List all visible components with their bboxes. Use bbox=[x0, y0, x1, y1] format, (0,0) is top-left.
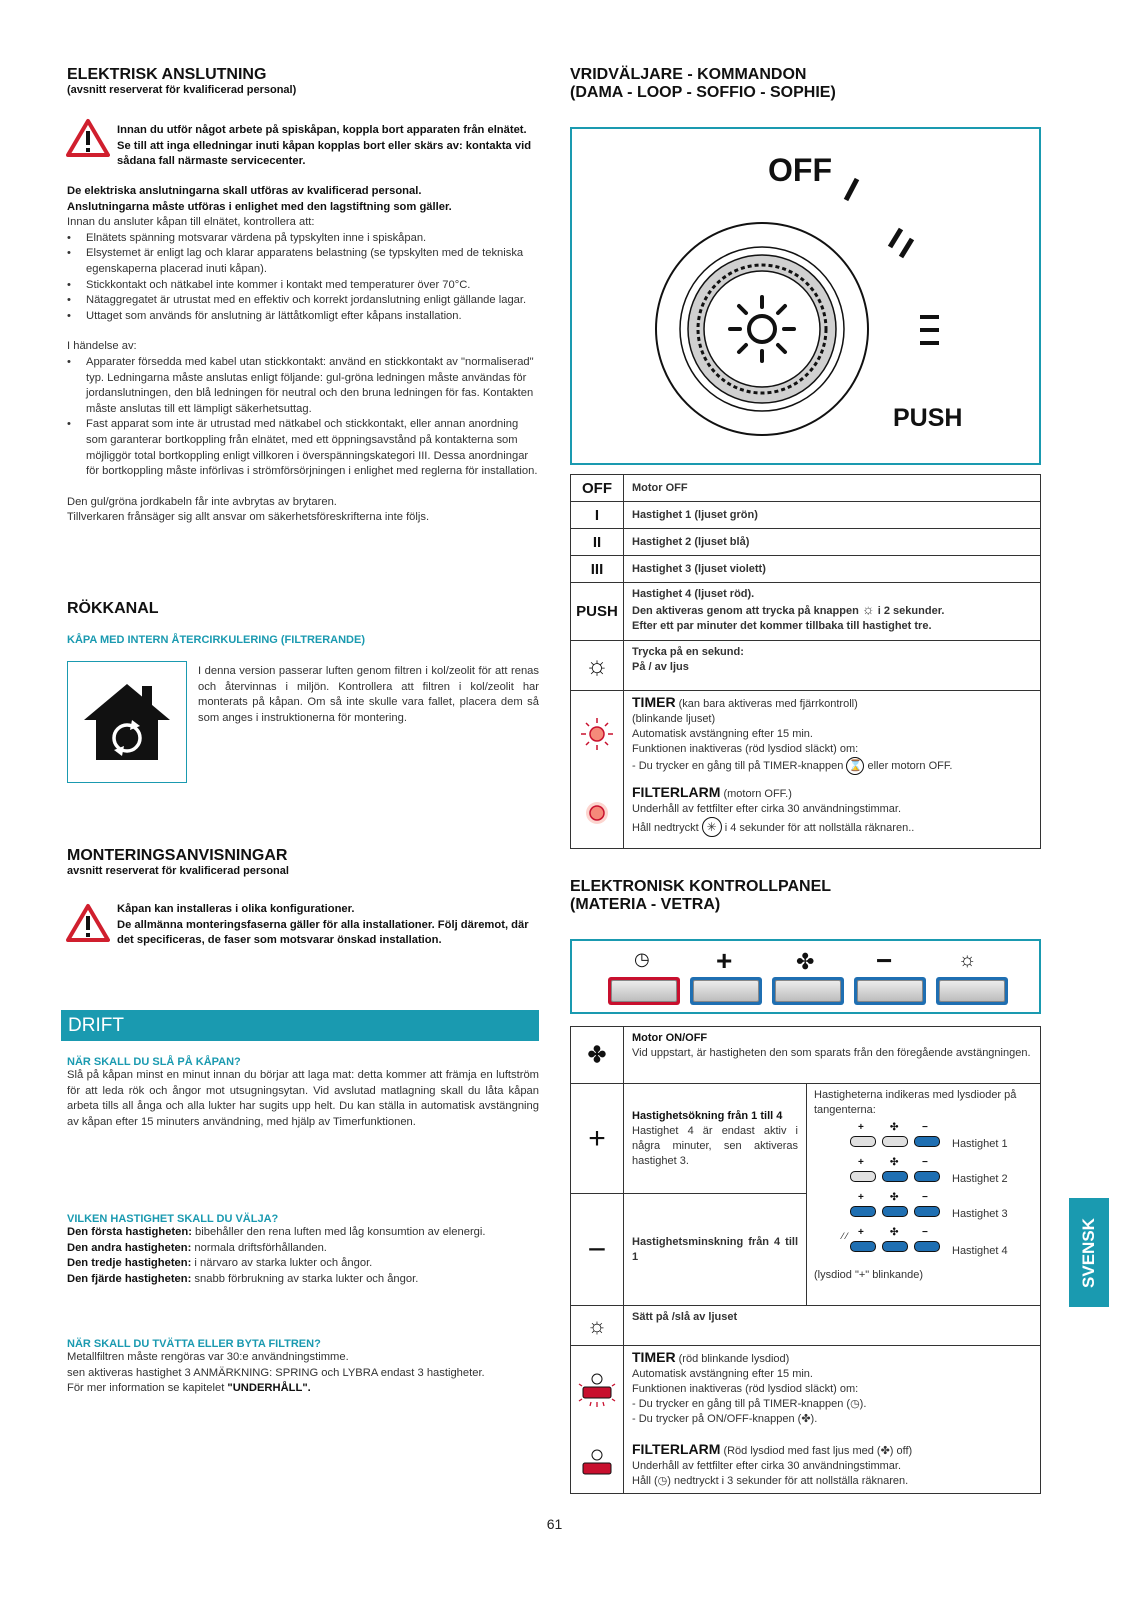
timer-key[interactable] bbox=[608, 977, 680, 1005]
rotary-knob-figure bbox=[570, 127, 1041, 465]
led-key bbox=[882, 1136, 908, 1147]
filter-title: FILTERLARM bbox=[632, 783, 721, 800]
table-row bbox=[571, 475, 1041, 502]
table-row: TIMER (röd blinkande lysdiod) Automatisk avstängning efter 15 min. Funktionen inaktiveras (röd lysdiod släckt) om: - Du trycker en gång till på TIMER-knappen (◷). - Du trycker på ON/OFF-knappen (✤). bbox=[571, 1346, 1041, 1438]
table-row: FILTERLARM (motorn OFF.) Underhåll av fettfilter efter cirka 30 användningstimmar. Håll nedtryckt ✳ i 4 sekunder för att nollställa räknaren.. bbox=[571, 781, 1041, 849]
case-list bbox=[67, 355, 539, 480]
rotary-command-table bbox=[570, 474, 1041, 849]
led-key bbox=[914, 1171, 940, 1182]
language-tab: SVENSK bbox=[1069, 1198, 1109, 1307]
section-title: (MATERIA - VETRA) bbox=[570, 896, 721, 913]
maintenance-link: "UNDERHÅLL". bbox=[227, 1382, 311, 1395]
speed-list bbox=[67, 1225, 539, 1287]
row-text: Efter ett par minuter det kommer tillbaka till hastighet tre. bbox=[632, 620, 932, 632]
list-item: • Elnätets spänning motsvarar värdena på typskylten inne i spiskåpan. bbox=[67, 231, 539, 247]
paragraph: Slå på kåpan minst en minut innan du börjar att laga mat: detta kommer att främja en luftström för att leda rök och ångor mot utsugningsytan. Vid avslutad matlagning skall du låta kåpan arbeta tills all ånga och alla lukter har sugits upp helt. Du kan ställa in automatisk avstängning av kåpan efter 15 minuters användning, med hjälp av Timerfunktionen. bbox=[67, 1069, 539, 1128]
table-row: + Hastighetsökning från 1 till 4 Hastighet 4 är endast aktiv i några minuter, sen aktiveras hastighet 3. Hastigheterna indikeras med lysdioder på tangenterna: + ✣ − Hastighet 1 + ✣ − Hastighet 2 + ✣ − Hastighet 3 + ✣ − ⁄ ⁄ Hastighet 4 (lysdiod "+" blinkande) bbox=[571, 1084, 1041, 1194]
led-key bbox=[914, 1206, 940, 1217]
led-key bbox=[850, 1171, 876, 1182]
fan-key[interactable] bbox=[772, 977, 844, 1005]
section-subheading: KÅPA MED INTERN ÅTERCIRKULERING (FILTRERANDE) bbox=[67, 634, 366, 646]
led-key bbox=[850, 1241, 876, 1252]
row-text: Hastighet 3 (ljuset violett) bbox=[624, 556, 1041, 583]
led-key bbox=[850, 1206, 876, 1217]
speed-symbol: OFF bbox=[571, 475, 624, 502]
speed-item: Den andra hastigheten: normala driftsförhållanden. bbox=[67, 1241, 327, 1254]
timer-blinking-icon bbox=[579, 716, 615, 752]
light-icon: ☼ bbox=[861, 601, 875, 617]
plus-icon: + bbox=[571, 1084, 624, 1194]
subheading: VILKEN HASTIGHET SKALL DU VÄLJA? bbox=[67, 1213, 279, 1225]
asterisk-button-icon: ✳ bbox=[702, 817, 722, 837]
warning-icon bbox=[66, 118, 110, 158]
house-recirculation-icon bbox=[68, 662, 186, 782]
section-title: RÖKKANAL bbox=[67, 600, 159, 617]
table-row: PUSH Hastighet 4 (ljuset röd). Den aktiveras genom att trycka på knappen ☼ i 2 sekunder. Efter ett par minuter det kommer tillbaka till hastighet tre. bbox=[571, 583, 1041, 641]
filter-section bbox=[67, 1338, 539, 1397]
led-state-row: + ✣ − ⁄ ⁄ Hastighet 4 bbox=[842, 1227, 1008, 1257]
timer-blinking-key-icon bbox=[577, 1370, 617, 1410]
control-panel-figure bbox=[570, 939, 1041, 1014]
filter-line: För mer information se kapitelet bbox=[67, 1382, 228, 1395]
speed-item: Den fjärde hastigheten: snabb förbrukning av starka lukter och ångor. bbox=[67, 1272, 419, 1285]
recirculation-text: I denna version passerar luften genom filtren i kol/zeolit för att renas och återvinnas i miljön. Kontrollera att filtren i kol/zeolit har monterats på kåpan. Om så inte skulle vara fallet, placera dem så som anges i instruktionerna för montering. bbox=[198, 665, 539, 724]
electrical-connection-section bbox=[67, 66, 539, 96]
speed-2-mark bbox=[890, 229, 901, 247]
warning-icon bbox=[66, 903, 110, 943]
section-title: ELEKTRONISK KONTROLLPANEL bbox=[570, 878, 832, 895]
led-key bbox=[882, 1241, 908, 1252]
filter-title: FILTERLARM bbox=[632, 1440, 721, 1457]
row-text: Hastighet 4 (ljuset röd). bbox=[632, 588, 755, 600]
led-key bbox=[914, 1136, 940, 1147]
recirculation-illustration bbox=[67, 661, 187, 783]
rotary-section-title bbox=[570, 66, 1040, 102]
led-key bbox=[914, 1241, 940, 1252]
page-number: 61 bbox=[546, 1516, 563, 1532]
check-list bbox=[67, 231, 539, 325]
plus-key[interactable] bbox=[690, 977, 762, 1005]
light-icon: ☼ bbox=[571, 1306, 624, 1346]
list-item: • Fast apparat som inte är utrustad med nätkabel och stickkontakt, eller annan anordning som garanterar bortkoppling från elnätet, med ett öppningsavstånd på kontakterna som möjliggör total bortkoppling enligt villkoren i överspänningskategori III. Dessa anordningar för bortkoppling måste införlivas i strömförsörjningen i enlighet med reglerna för installation. bbox=[67, 417, 539, 479]
minus-key[interactable] bbox=[854, 977, 926, 1005]
led-state-row: + ✣ − Hastighet 1 bbox=[814, 1122, 1024, 1154]
speed-symbol: III bbox=[571, 556, 624, 583]
timer-title: TIMER bbox=[632, 694, 676, 710]
fan-icon: ✤ bbox=[571, 1027, 624, 1084]
speed-label: Hastighet 4 bbox=[952, 1245, 1008, 1257]
table-row bbox=[571, 556, 1041, 583]
smoke-duct-section bbox=[67, 600, 539, 646]
table-row: TIMER (kan bara aktiveras med fjärrkontroll) (blinkande ljuset) Automatisk avstängning efter 15 min. Funktionen inaktiveras (röd lysdiod släckt) om: - Du trycker en gång till på TIMER-knappen ⌛ eller motorn OFF. bbox=[571, 691, 1041, 781]
table-row: ✤ Motor ON/OFF Vid uppstart, är hastigheten den som sparats från den föregående avstängningen. bbox=[571, 1027, 1041, 1084]
drift-banner: DRIFT bbox=[61, 1010, 539, 1041]
off-label: OFF bbox=[768, 152, 832, 188]
section-title: VRIDVÄLJARE - KOMMANDON bbox=[570, 66, 807, 83]
speed-3-mark bbox=[920, 315, 939, 319]
led-state-row: + ✣ − Hastighet 2 bbox=[814, 1157, 1024, 1189]
row-text: Hastighet 1 (ljuset grön) bbox=[624, 502, 1041, 529]
table-row: ☼ Trycka på en sekund: På / av ljus bbox=[571, 641, 1041, 691]
subheading: NÄR SKALL DU SLÅ PÅ KÅPAN? bbox=[67, 1056, 241, 1068]
speed-item: Den tredje hastigheten: i närvaro av starka lukter och ångor. bbox=[67, 1257, 373, 1270]
led-state-row: + ✣ − Hastighet 3 bbox=[814, 1192, 1024, 1224]
push-label: PUSH bbox=[893, 404, 963, 432]
timer-title: TIMER bbox=[632, 1349, 676, 1365]
light-key[interactable] bbox=[936, 977, 1008, 1005]
fan-icon: ✤ bbox=[880, 1444, 890, 1457]
table-row bbox=[571, 502, 1041, 529]
speed-item: Den första hastigheten: bibehåller den rena luften med låg konsumtion av elenergi. bbox=[67, 1226, 486, 1238]
list-item: • Apparater försedda med kabel utan stickkontakt: använd en stickkontakt av "normaliserad" typ. Ledningarna måste anslutas enligt följande: gul-gröna ledningen måste användas för jordanslutningen, den blå ledningen för neutral och den bruna ledningen för fas. Kontakten måste anslutas till ett lämpligt säkerhetsuttag. bbox=[67, 355, 539, 417]
filter-alarm-icon bbox=[584, 800, 610, 826]
led-key bbox=[882, 1171, 908, 1182]
list-item: • Elsystemet är enligt lag och klarar apparatens belastning (se typskylten med de tekniska egenskaperna placerad inuti kåpan). bbox=[67, 246, 539, 277]
minus-icon: − bbox=[571, 1194, 624, 1306]
minus-icon: − bbox=[876, 945, 893, 976]
warning-text: Kåpan kan installeras i olika konfigurationer. De allmänna monteringsfaserna gäller för alla installationer. Följ däremot, där det specificeras, de faser som motsvarar önskad installation. bbox=[117, 903, 529, 947]
row-text: Hastighet 2 (ljuset blå) bbox=[624, 529, 1041, 556]
warning-text: Innan du utför något arbete på spiskåpan, koppla bort apparaten från elnätet. Se till att inga elledningar inuti kåpan kopplas bort eller skärs av: kontakta vid sådana fall närmaste servicecenter. bbox=[117, 124, 532, 168]
timer-icon: ◷ bbox=[850, 1398, 860, 1410]
section-title: ELEKTRISK ANSLUTNING bbox=[67, 66, 267, 83]
led-key bbox=[882, 1206, 908, 1217]
light-icon: ☼ bbox=[958, 949, 977, 971]
blink-rays-icon: ⁄ ⁄ bbox=[842, 1231, 848, 1241]
fan-icon: ✤ bbox=[796, 949, 815, 974]
electronic-panel-title bbox=[570, 878, 1040, 914]
mounting-section bbox=[67, 847, 539, 877]
speed-label: Hastighet 2 bbox=[952, 1173, 1008, 1185]
list-item: • Stickkontakt och nätkabel inte kommer i kontakt med temperaturer över 70°C. bbox=[67, 278, 539, 294]
speed-symbol: I bbox=[571, 502, 624, 529]
electronic-panel-table bbox=[570, 1026, 1041, 1494]
led-key bbox=[850, 1136, 876, 1147]
section-subtitle: avsnitt reserverat för kvalificerad personal bbox=[67, 865, 289, 877]
filter-line: Metallfiltren måste rengöras var 30:e användningstimme. bbox=[67, 1351, 349, 1363]
speed-label: Hastighet 1 bbox=[952, 1138, 1008, 1150]
fan-icon: ✤ bbox=[801, 1413, 811, 1425]
table-row: − Hastighetsminskning från 4 till 1 bbox=[571, 1194, 1041, 1306]
timer-icon: ◷ bbox=[657, 1474, 668, 1487]
led-indicator-cell: Hastigheterna indikeras med lysdioder på tangenterna: + ✣ − Hastighet 1 + ✣ − Hastighet 2 + ✣ − Hastighet 3 + ✣ − ⁄ ⁄ Hastighet 4 (lysdiod "+" blinkande) bbox=[807, 1084, 1041, 1306]
speed-label: Hastighet 3 bbox=[952, 1208, 1008, 1220]
speed-symbol: II bbox=[571, 529, 624, 556]
section-subtitle: (avsnitt reserverat för kvalificerad personal) bbox=[67, 84, 297, 96]
timer-icon: ◷ bbox=[634, 949, 650, 969]
filter-line: sen aktiveras hastighet 3 ANMÄRKNING: SPRING och LYBRA endast 3 hastigheter. bbox=[67, 1366, 485, 1379]
push-symbol: PUSH bbox=[571, 583, 624, 641]
table-row bbox=[571, 529, 1041, 556]
section-title: (DAMA - LOOP - SOFFIO - SOPHIE) bbox=[570, 84, 836, 101]
drift-section bbox=[67, 1056, 539, 1130]
light-icon: ☼ bbox=[571, 641, 624, 691]
section-title: MONTERINGSANVISNINGAR bbox=[67, 847, 288, 864]
table-row: ☼ Sätt på /slå av ljuset bbox=[571, 1306, 1041, 1346]
list-item: • Nätaggregatet är utrustat med en effektiv och korrekt jordanslutning enligt gällande lagar. bbox=[67, 293, 539, 309]
filter-alarm-key-icon bbox=[577, 1447, 617, 1481]
speed-1-mark bbox=[846, 179, 857, 200]
table-row: FILTERLARM (Röd lysdiod med fast ljus med (✤) off) Underhåll av fettfilter efter cirka 30 användningstimmar. Håll (◷) nedtryckt i 3 sekunder för att nollställa räknaren. bbox=[571, 1438, 1041, 1494]
electrical-body: De elektriska anslutningarna skall utföras av kvalificerad personal. Anslutningarna måste utföras i enlighet med den lagstiftning som gäller. Innan du ansluter kåpan till elnätet, kontrollera att: • Elnätets spänning motsvarar värdena på typskylten inne i spiskåpan. • Elsystemet är enligt lag och klarar apparatens belastning (se typskylten med de tekniska egenskaperna placerad inuti kåpan). • Stickkontakt och nätkabel inte kommer i kontakt med temperaturer över 70°C. • Nätaggregatet är utrustat med en effektiv och korrekt jordanslutning enligt gällande lagar. • Uttaget som används för anslutning är lättåtkomligt efter kåpans installation. I händelse av: • Apparater försedda med kabel utan stickkontakt: använd en stickkontakt av "normaliserad" typ. Ledningarna måste anslutas enligt följande: gul-gröna ledningen måste användas för jordanslutningen, den blå ledningen för neutral och den bruna ledningen för fas. Kontakten måste anslutas till ett lämpligt säkerhetsuttag. • Fast apparat som inte är utrustad med nätkabel och stickkontakt, eller annan anordning som garanterar bortkoppling från elnätet, med ett öppningsavstånd på kontakterna som möjliggör total bortkoppling enligt villkoren i överspänningskategori III. Dessa anordningar för bortkoppling måste införlivas i strömförsörjningen i enlighet med reglerna för installation. Den gul/gröna jordkabeln får inte avbrytas av brytaren. Tillverkaren frånsäger sig allt ansvar om säkerhetsföreskrifterna inte följs. bbox=[67, 184, 539, 526]
speed-section bbox=[67, 1213, 539, 1287]
subheading: NÄR SKALL DU TVÄTTA ELLER BYTA FILTREN? bbox=[67, 1338, 321, 1350]
timer-button-icon: ⌛ bbox=[846, 757, 864, 775]
row-text: Motor OFF bbox=[624, 475, 1041, 502]
list-item: • Uttaget som används för anslutning är lättåtkomligt efter kåpans installation. bbox=[67, 309, 539, 325]
plus-icon: + bbox=[716, 945, 733, 976]
